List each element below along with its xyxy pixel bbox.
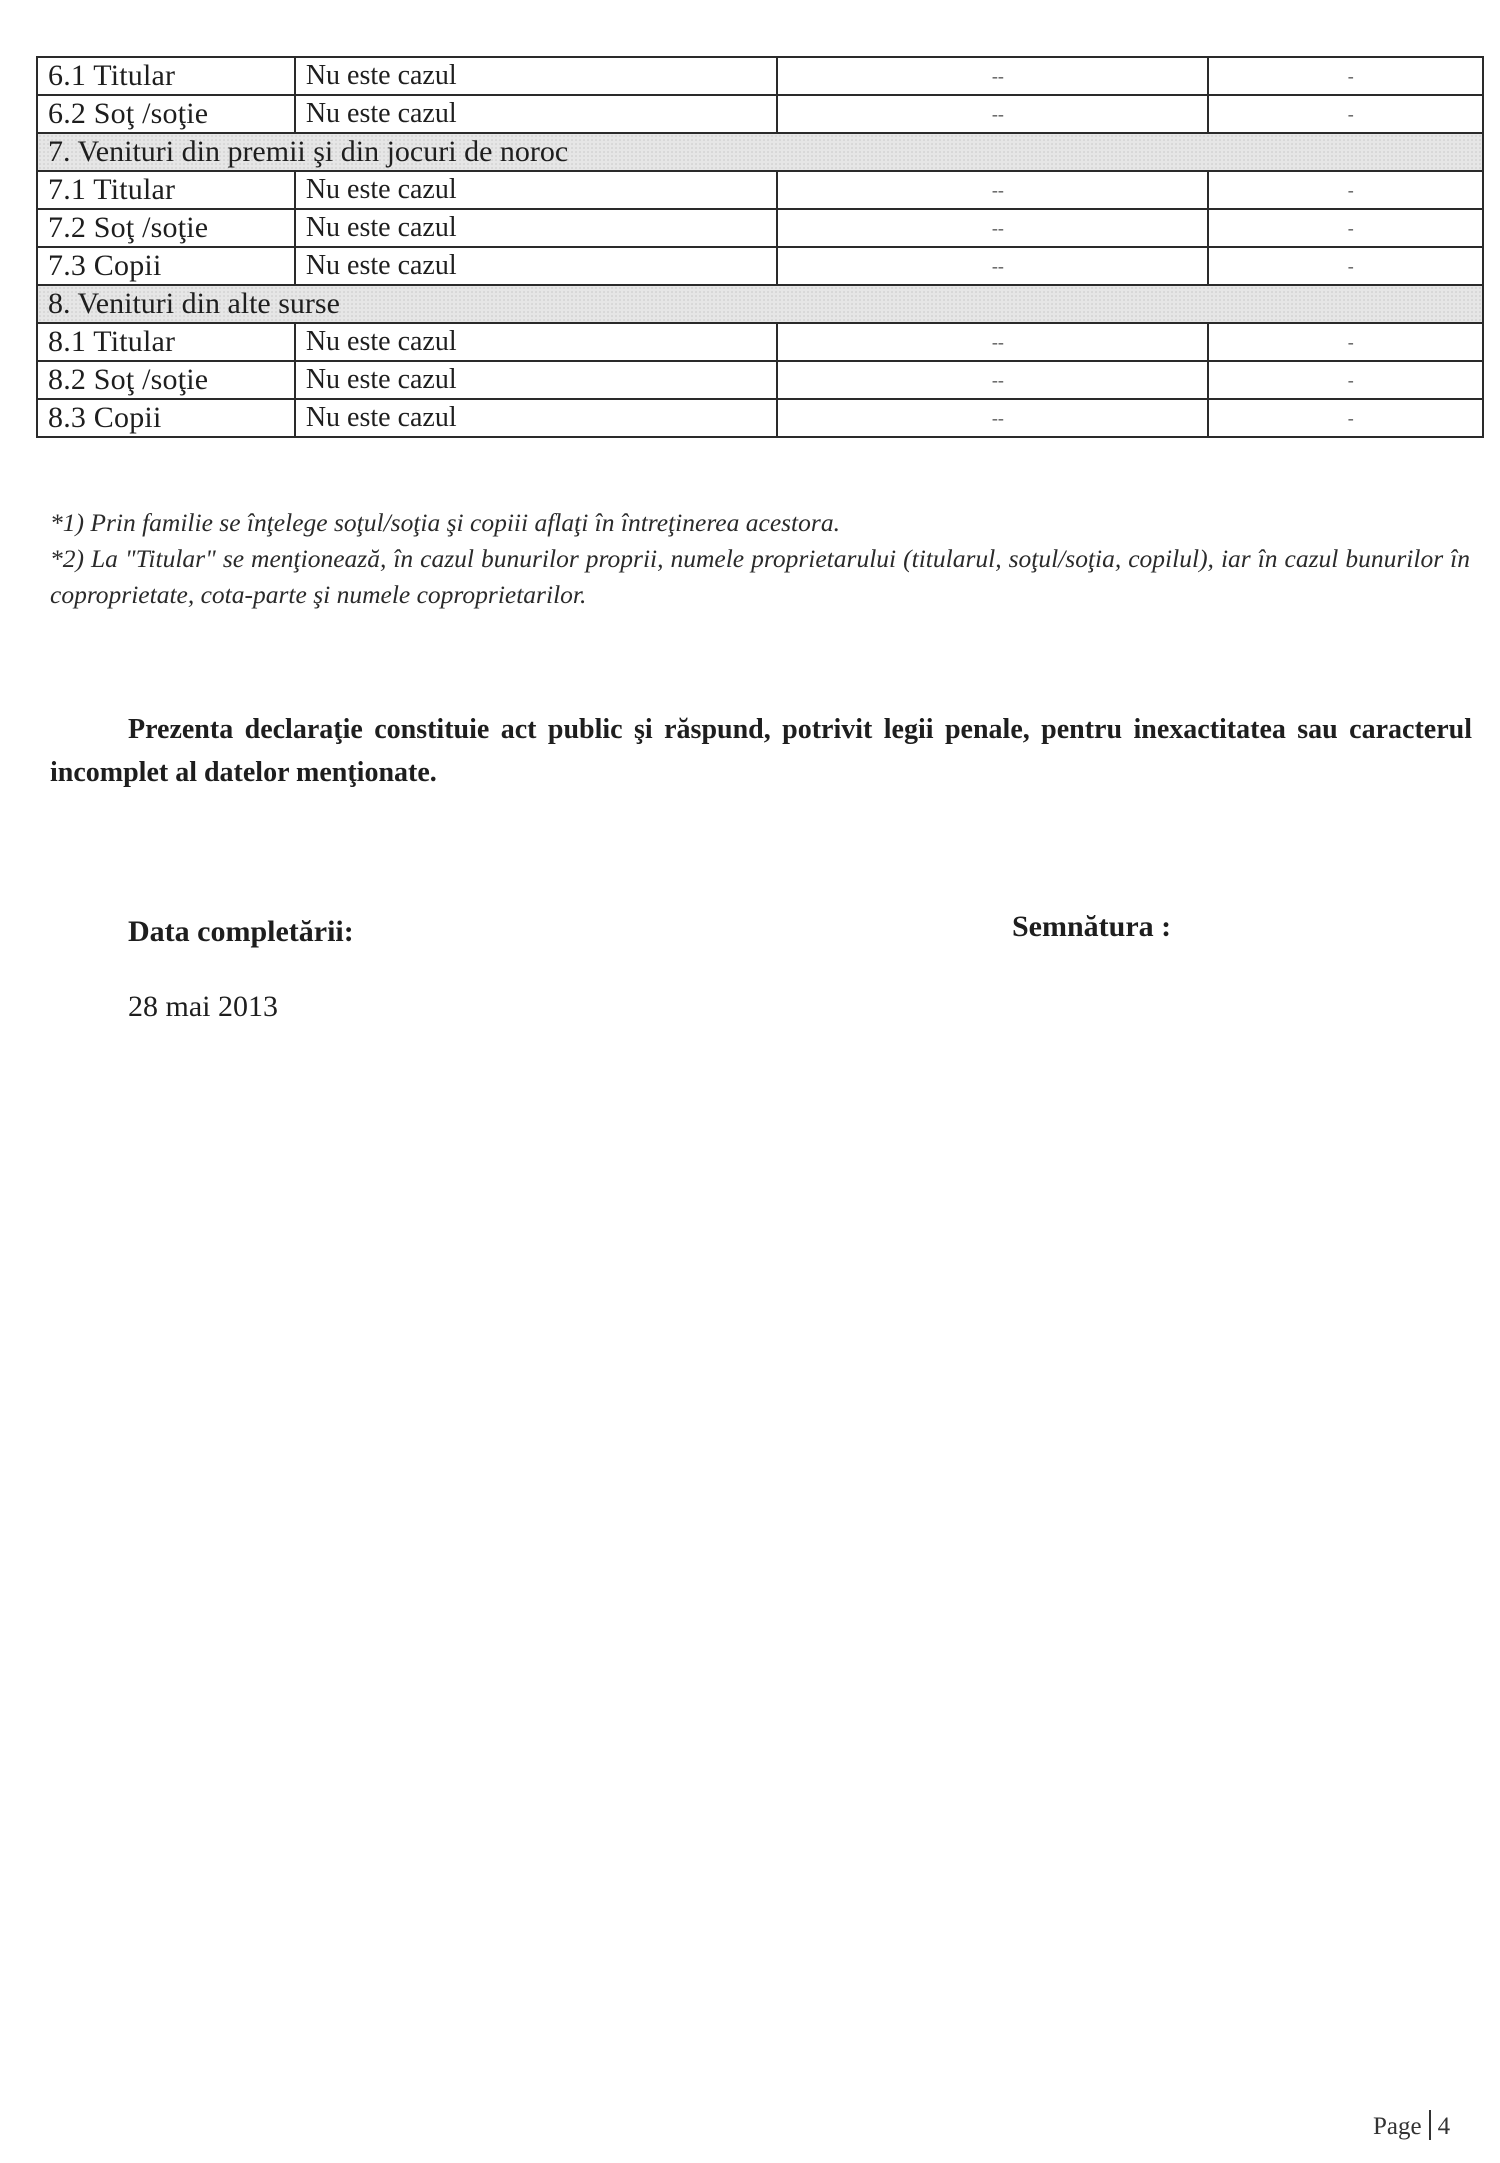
row-value: - [1208,57,1483,95]
row-value: - [1208,171,1483,209]
statement-text: Prezenta declaraţie constituie act public şi răspund, potrivit legii penale, pentru inexactitatea sau caracterul incomplet al datelor menţionate. [50,714,1472,788]
row-value: - [1208,247,1483,285]
row-label: 6.1 Titular [37,57,295,95]
row-value: - [1208,209,1483,247]
page-number: 4 [1437,2113,1451,2140]
row-status: Nu este cazul [295,399,777,437]
row-status: Nu este cazul [295,95,777,133]
section-title: 7. Venituri din premii şi din jocuri de noroc [37,133,1483,171]
row-value: -- [777,323,1208,361]
row-status: Nu este cazul [295,247,777,285]
row-status: Nu este cazul [295,323,777,361]
signature-label: Semnătura : [1012,910,1172,943]
row-status: Nu este cazul [295,361,777,399]
row-value: -- [777,57,1208,95]
row-value: -- [777,209,1208,247]
row-value: -- [777,95,1208,133]
table-row [37,323,1483,361]
row-label: 6.2 Soţ /soţie [37,95,295,133]
footnote-1: *1) Prin familie se înţelege soţul/soţia şi copiii aflaţi în întreţinerea acestora. [50,508,840,537]
page-number-footer [1373,2110,1450,2141]
footnotes [50,505,1470,613]
row-value: -- [777,171,1208,209]
row-label: 8.2 Soţ /soţie [37,361,295,399]
row-label: 8.3 Copii [37,399,295,437]
row-value: - [1208,361,1483,399]
row-status: Nu este cazul [295,57,777,95]
row-value: -- [777,361,1208,399]
section-header-row [37,285,1483,323]
completion-date: 28 mai 2013 [128,990,278,1023]
row-value: - [1208,399,1483,437]
income-table [36,56,1484,438]
table-row [37,171,1483,209]
section-header-row [37,133,1483,171]
table-row [37,361,1483,399]
row-status: Nu este cazul [295,209,777,247]
row-status: Nu este cazul [295,171,777,209]
table-row [37,247,1483,285]
row-label: 7.1 Titular [37,171,295,209]
date-label: Data completării: [128,915,354,948]
table-row [37,95,1483,133]
section-title: 8. Venituri din alte surse [37,285,1483,323]
row-label: 8.1 Titular [37,323,295,361]
footnote-2: *2) La "Titular" se menţionează, în cazul bunurilor proprii, numele proprietarului (titularul, soţul/soţia, copilul), iar în cazul bunurilor în coproprietate, cota-parte şi numele coproprietarilor. [50,544,1470,609]
row-value: -- [777,399,1208,437]
row-value: -- [777,247,1208,285]
row-label: 7.2 Soţ /soţie [37,209,295,247]
declaration-statement [50,708,1472,794]
table-row [37,57,1483,95]
page-separator [1429,2110,1431,2140]
page-word: Page [1373,2113,1422,2140]
table-row [37,209,1483,247]
row-value: - [1208,323,1483,361]
row-value: - [1208,95,1483,133]
table-row [37,399,1483,437]
row-label: 7.3 Copii [37,247,295,285]
